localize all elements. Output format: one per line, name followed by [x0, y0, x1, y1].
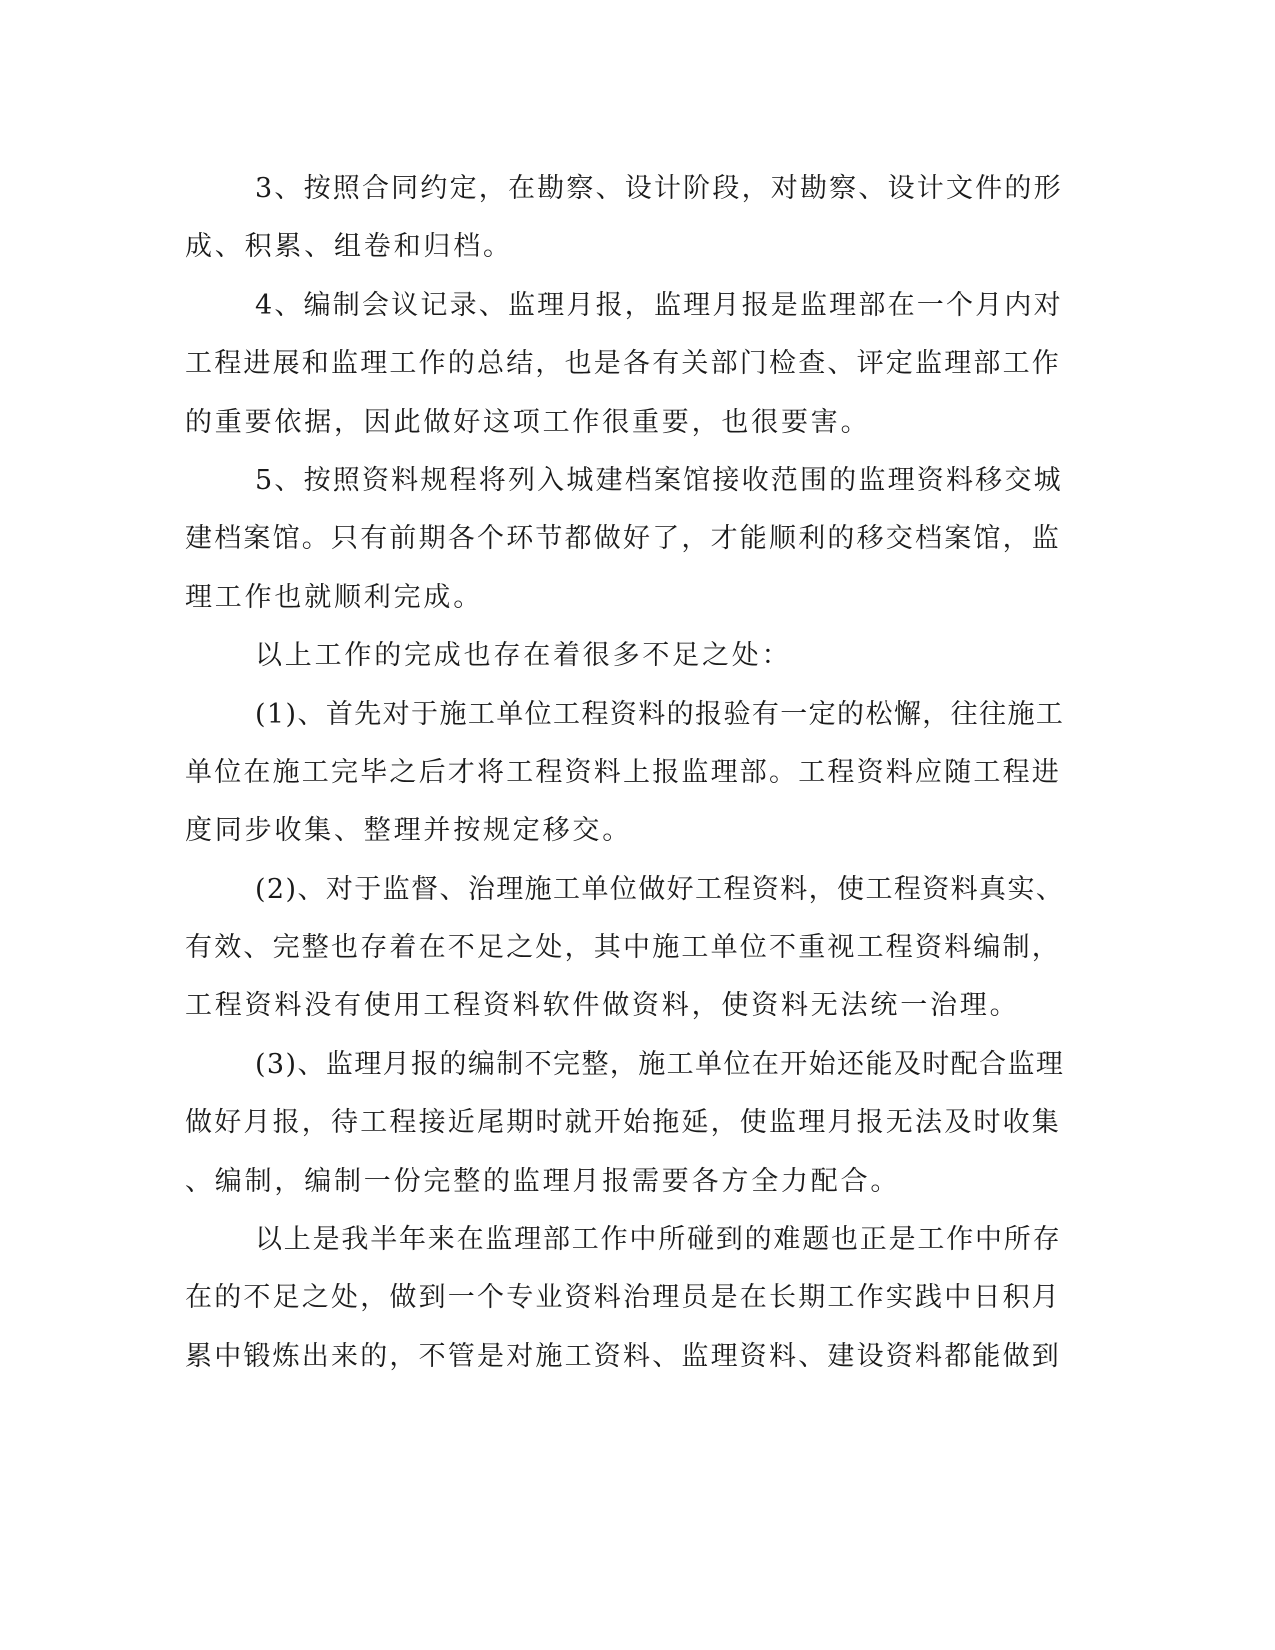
text-line: 、编制，编制一份完整的监理月报需要各方全力配合。 — [185, 1165, 901, 1197]
document-body — [185, 160, 1065, 1386]
text-line: 累中锻炼出来的，不管是对施工资料、监理资料、建设资料都能做到 — [185, 1340, 1061, 1372]
text-line: 在的不足之处，做到一个专业资料治理员是在长期工作实践中日积月 — [185, 1282, 1061, 1314]
text-line: 有效、完整也存着在不足之处，其中施工单位不重视工程资料编制， — [185, 932, 1061, 964]
text-line: 以上是我半年来在监理部工作中所碰到的难题也正是工作中所存 — [255, 1224, 1062, 1256]
text-line: 理工作也就顺利完成。 — [185, 581, 483, 613]
text-line: 以上工作的完成也存在着很多不足之处： — [255, 640, 792, 672]
text-line: (1)、首先对于施工单位工程资料的报验有一定的松懈，往往施工 — [255, 698, 1065, 730]
text-line: 单位在施工完毕之后才将工程资料上报监理部。工程资料应随工程进 — [185, 756, 1061, 788]
text-line: (3)、监理月报的编制不完整，施工单位在开始还能及时配合监理 — [255, 1048, 1065, 1080]
text-line: 3、按照合同约定，在勘察、设计阶段，对勘察、设计文件的形 — [255, 173, 1063, 204]
text-line: (2)、对于监督、治理施工单位做好工程资料，使工程资料真实、 — [255, 873, 1065, 905]
text-line: 度同步收集、整理并按规定移交。 — [185, 815, 632, 847]
text-line: 成、积累、组卷和归档。 — [185, 231, 513, 263]
text-line: 工程进展和监理工作的总结，也是各有关部门检查、评定监理部工作 — [185, 348, 1061, 380]
text-line: 5、按照资料规程将列入城建档案馆接收范围的监理资料移交城 — [255, 464, 1063, 496]
text-line: 的重要依据，因此做好这项工作很重要，也很要害。 — [185, 406, 871, 438]
text-line: 工程资料没有使用工程资料软件做资料，使资料无法统一治理。 — [185, 990, 1020, 1022]
text-line: 4、编制会议记录、监理月报，监理月报是监理部在一个月内对 — [255, 289, 1063, 321]
text-line: 建档案馆。只有前期各个环节都做好了，才能顺利的移交档案馆，监 — [185, 523, 1061, 555]
text-line: 做好月报，待工程接近尾期时就开始拖延，使监理月报无法及时收集 — [185, 1107, 1061, 1139]
